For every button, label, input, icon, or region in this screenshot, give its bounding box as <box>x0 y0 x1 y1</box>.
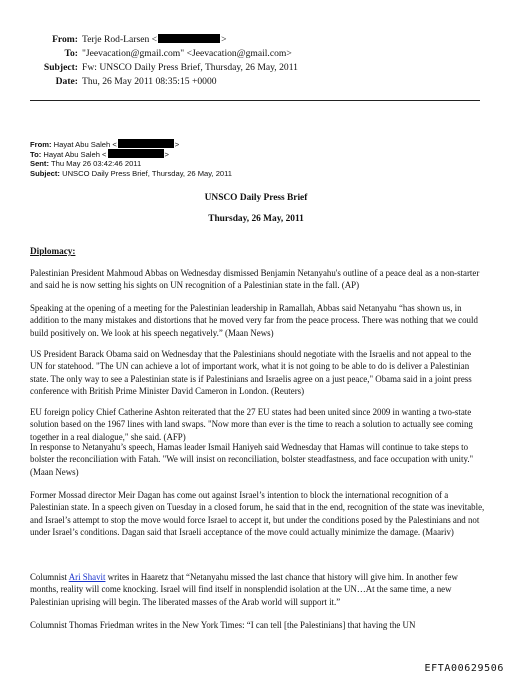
redaction-block <box>158 34 220 43</box>
to-label: To: <box>30 150 42 159</box>
forward-from-row: From: Terje Rod-Larsen < > <box>0 33 227 47</box>
subject-label: Subject: <box>30 169 60 178</box>
section-heading: Diplomacy: <box>30 246 76 256</box>
subject-label: Subject: <box>43 62 78 73</box>
brief-date: Thursday, 26 May, 2011 <box>208 214 304 224</box>
redaction-block <box>118 139 174 148</box>
paragraph: Former Mossad director Meir Dagan has come out against Israel’s intention to block the international recognition of a Palestinian state. In a speech given on Tuesday in a closed forum, he said that in the end, recognition of the state was inevitable, and Israel’s attempt to stop the move would force Israel to accept it, but under the conditions posed by the Palestinians and not under Israel’s conditions. Dagan said that Israeli acceptance of the move could actually minimize the damage. (Maariv) <box>30 490 485 538</box>
forward-date-row <box>0 75 217 89</box>
paragraph: Columnist Thomas Friedman writes in the New York Times: “I can tell [the Palestinians] that having the UN <box>30 620 416 630</box>
paragraph: Speaking at the opening of a meeting for the Palestinian leadership in Ramallah, Abbas said Netanyahu “has shown us, in addition to the many mistakes and distortions that he moved very far from the peace process. There was nothing that we could build positively on. We look at his speech negatively.” (Maan News) <box>30 303 478 338</box>
paragraph: In response to Netanyahu’s speech, Hamas leader Ismail Haniyeh said Wednesday that Hamas will continue to take steps to bolster the reconciliation with Fatah. "We will insist on reconciliation, bolster steadfastness, and face occupation with unity." (Maan News) <box>30 442 474 477</box>
from-value: Terje Rod-Larsen < <box>82 34 158 45</box>
paragraph: Palestinian President Mahmoud Abbas on Wednesday dismissed Benjamin Netanyahu's outline of a peace deal as a non-starter and said he is now setting his sights on UN recognition of a Palestinian state in the fall. (AP) <box>30 268 480 291</box>
original-subject-row: Subject: UNSCO Daily Press Brief, Thursday, 26 May, 2011 <box>30 169 233 178</box>
paragraph: US President Barack Obama said on Wednesday that the Palestinians should negotiate with the Israelis and not appeal to the UN for statehood. "The UN can achieve a lot of important work, what it is not going to be able to do is deliver a Palestinian state. The only way to see a Palestinian state is if Palestinians and Israelis agree on a just peace," Obama said in a joint press conference with British Prime Minister David Cameron in London. (Reuters) <box>30 349 472 397</box>
sent-label: Sent: <box>30 159 49 168</box>
from-label: From: <box>30 140 52 149</box>
redaction-block <box>108 149 164 158</box>
original-sent-row: Sent: Thu May 26 03:42:46 2011 <box>30 159 142 168</box>
original-from-row: From: Hayat Abu Saleh < > <box>30 140 180 149</box>
subject-value: Fw: UNSCO Daily Press Brief, Thursday, 26 May, 2011 <box>82 62 298 73</box>
ari-shavit-link[interactable]: Ari Shavit <box>68 572 106 582</box>
brief-title: UNSCO Daily Press Brief <box>204 193 308 203</box>
to-label: To: <box>64 48 78 59</box>
forward-to-row <box>0 47 292 61</box>
original-to-row: To: Hayat Abu Saleh < > <box>30 150 169 159</box>
paragraph: Columnist Ari Shavit writes in Haaretz that “Netanyahu missed the last chance that history will give him. In another few months, reality will come knocking. Israel will find itself in nonsplendid isolation at the UN…At the same time, a new Palestinian uprising will begin. The liberated masses of the Arab world will support it.” <box>30 572 458 607</box>
to-value: "Jeevacation@gmail.com" <Jeevacation@gmail.com> <box>82 48 292 59</box>
date-label: Date: <box>55 76 78 87</box>
header-divider <box>30 100 480 101</box>
forward-subject-row <box>0 61 298 75</box>
paragraph: EU foreign policy Chief Catherine Ashton reiterated that the 27 EU states had been united since 2009 in wanting a two-state solution based on the 1967 lines with land swaps. "Now more than ever is the time to reach a solution to actually see coming together in a real dialogue," she said. (AFP) <box>30 407 473 442</box>
document-stamp: EFTA00629506 <box>424 663 504 674</box>
date-value: Thu, 26 May 2011 08:35:15 +0000 <box>82 76 217 87</box>
from-label: From: <box>52 34 78 45</box>
